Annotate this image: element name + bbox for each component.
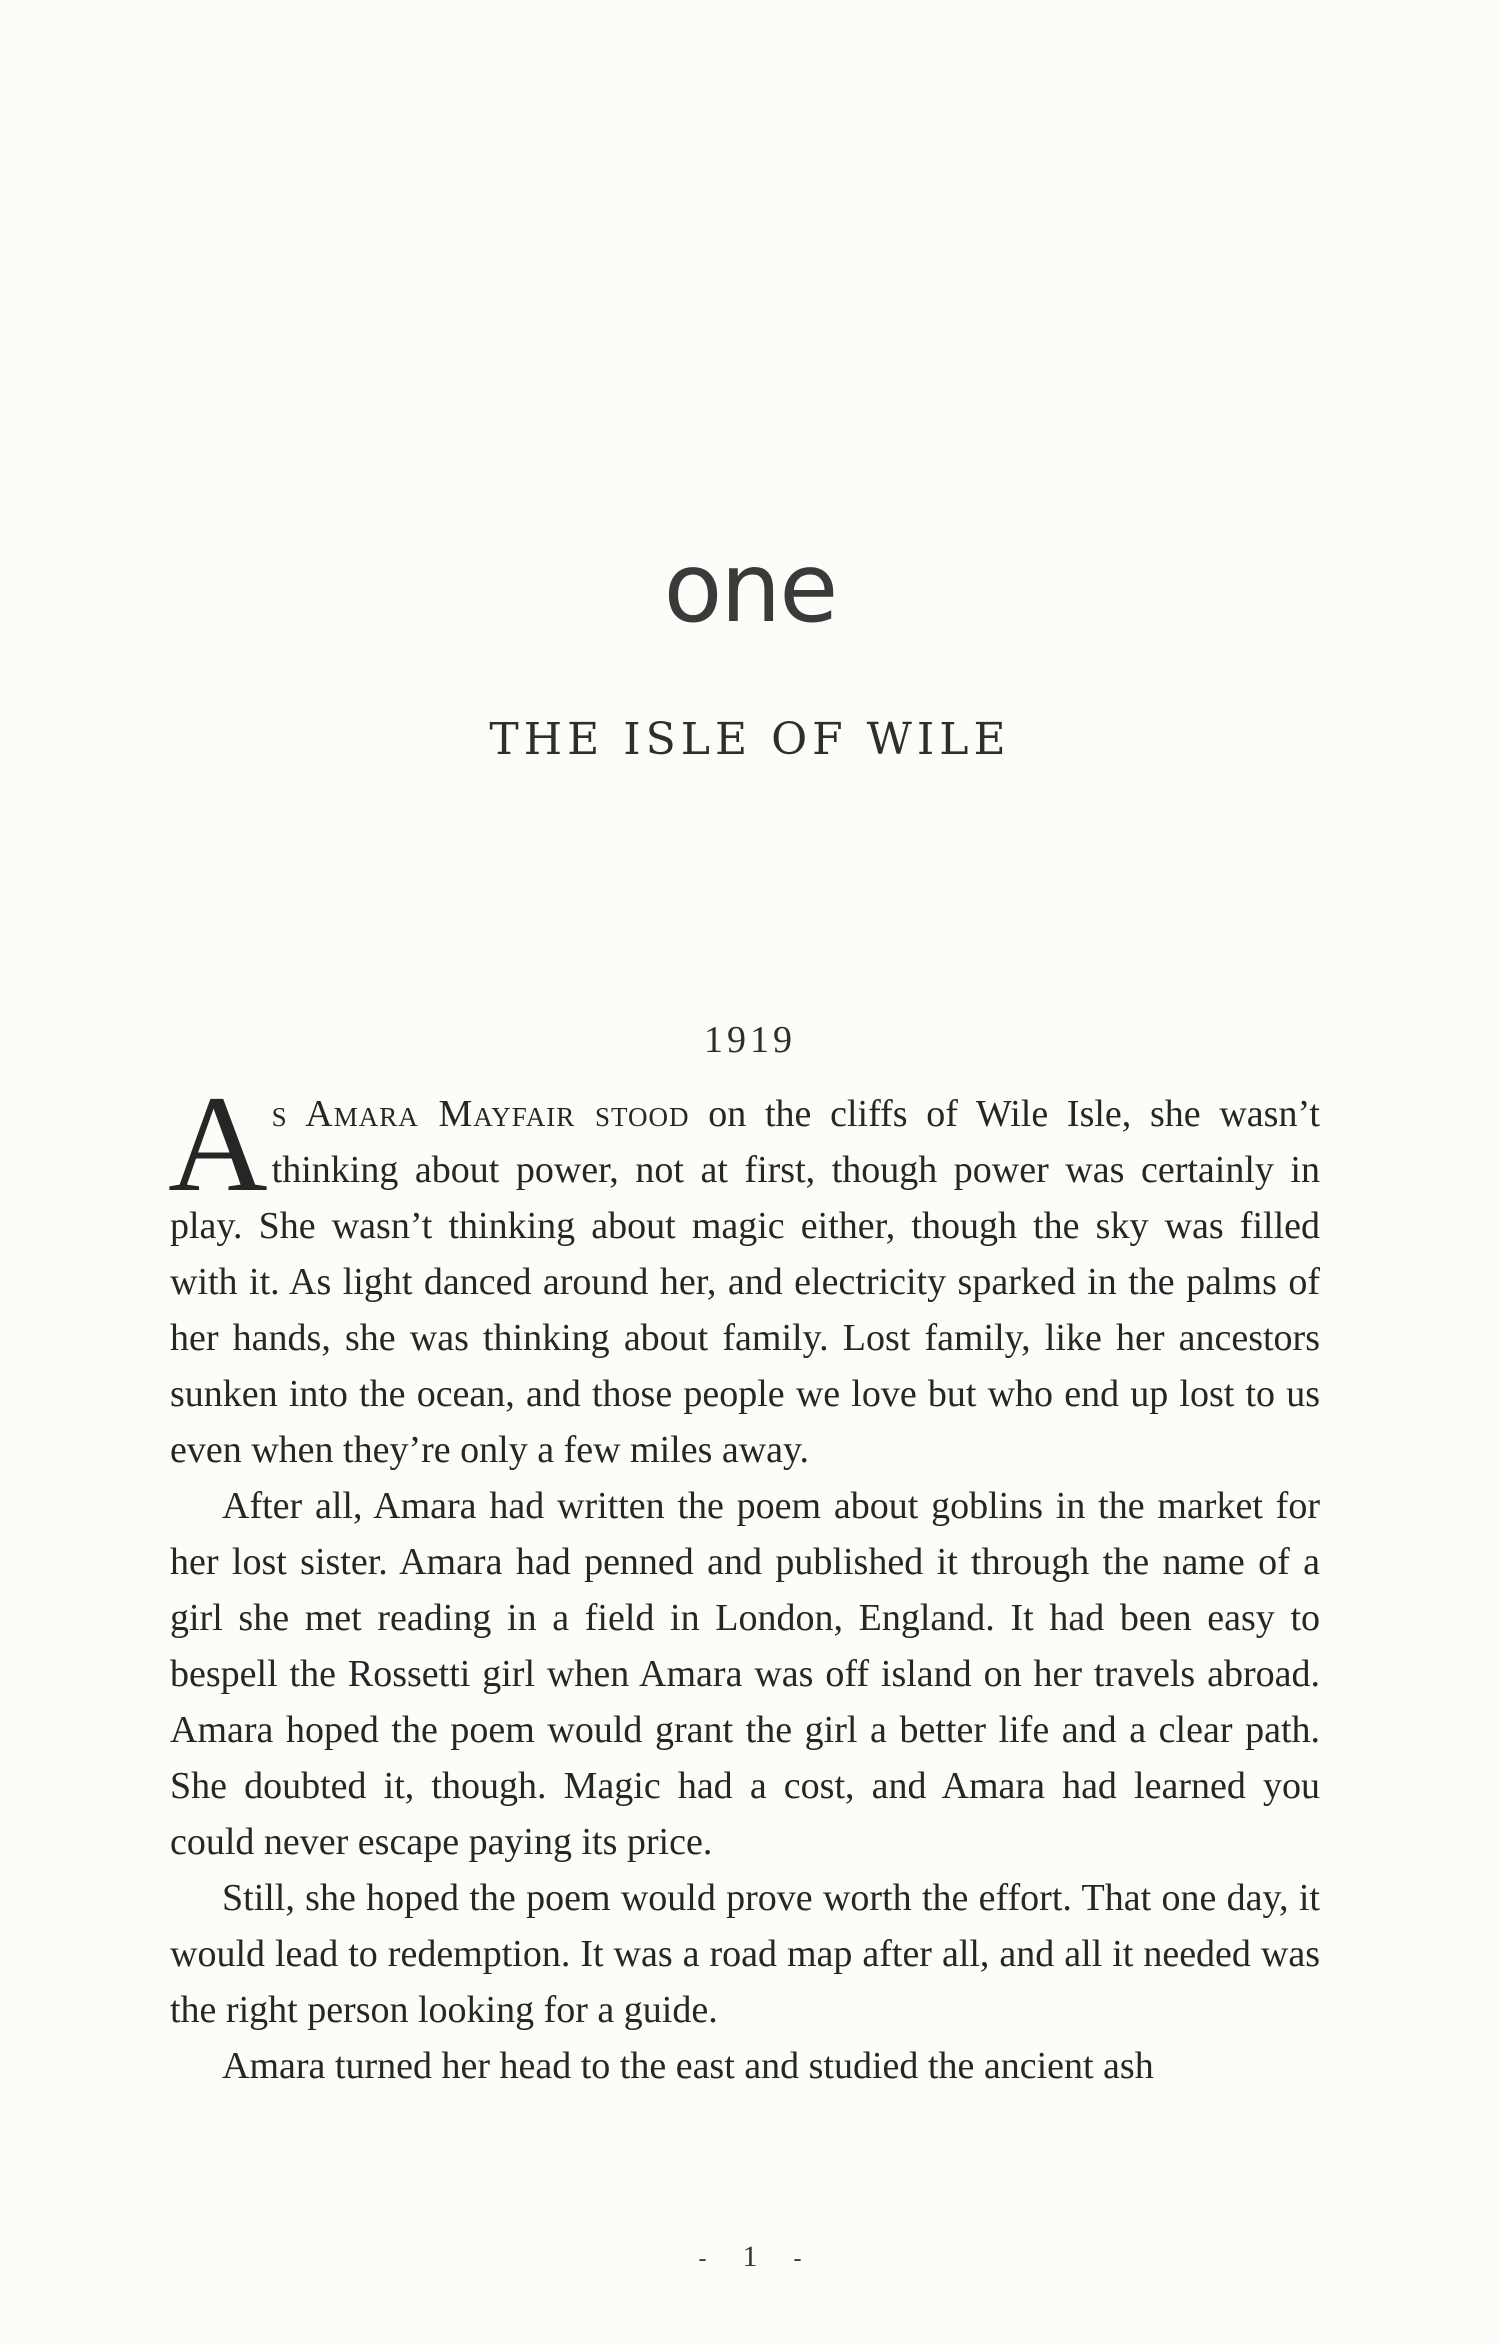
page-number: 1 (742, 2240, 758, 2273)
paragraph-1-text: on the cliffs of Wile Isle, she wasn’t thinking about power, not at first, though power was certainly in play. She wasn’t thinking about magic either, though the sky was filled with it. As light danced around her, and electricity sparked in the palms of her hands, she was thinking about family. Lost family, like her ancestors sunken into the ocean, and those people we love but who end up lost to us even when they’re only a few miles away. (170, 1093, 1320, 1471)
drop-cap: A (168, 1067, 268, 1220)
chapter-body (168, 1067, 1320, 2094)
page-folio (0, 2240, 1500, 2274)
paragraph-2: After all, Amara had written the poem about goblins in the market for her lost sister. Amara had penned and published it through the name of a girl she met reading in a field in London, England. It had been easy to bespell the Rossetti girl when Amara was off island on her travels abroad. Amara hoped the poem would grant the girl a better life and a clear path. She doubted it, though. Magic had a cost, and Amara had learned you could never escape paying its price. (170, 1485, 1320, 1863)
chapter-number: one (663, 532, 837, 644)
chapter-year: 1919 (704, 1019, 796, 1061)
paragraph-1 (168, 1067, 1320, 1478)
paragraph-4: Amara turned her head to the east and studied the ancient ash (222, 2045, 1154, 2087)
lead-in: s Amara Mayfair stood (271, 1093, 690, 1135)
paragraph-3: Still, she hoped the poem would prove worth the effort. That one day, it would lead to redemption. It was a road map after all, and all it needed was the right person looking for a guide. (170, 1877, 1320, 2031)
chapter-title: THE ISLE OF WILE (489, 714, 1011, 765)
folio-right-mark: - (793, 2245, 802, 2272)
folio-left-mark: - (698, 2245, 707, 2272)
